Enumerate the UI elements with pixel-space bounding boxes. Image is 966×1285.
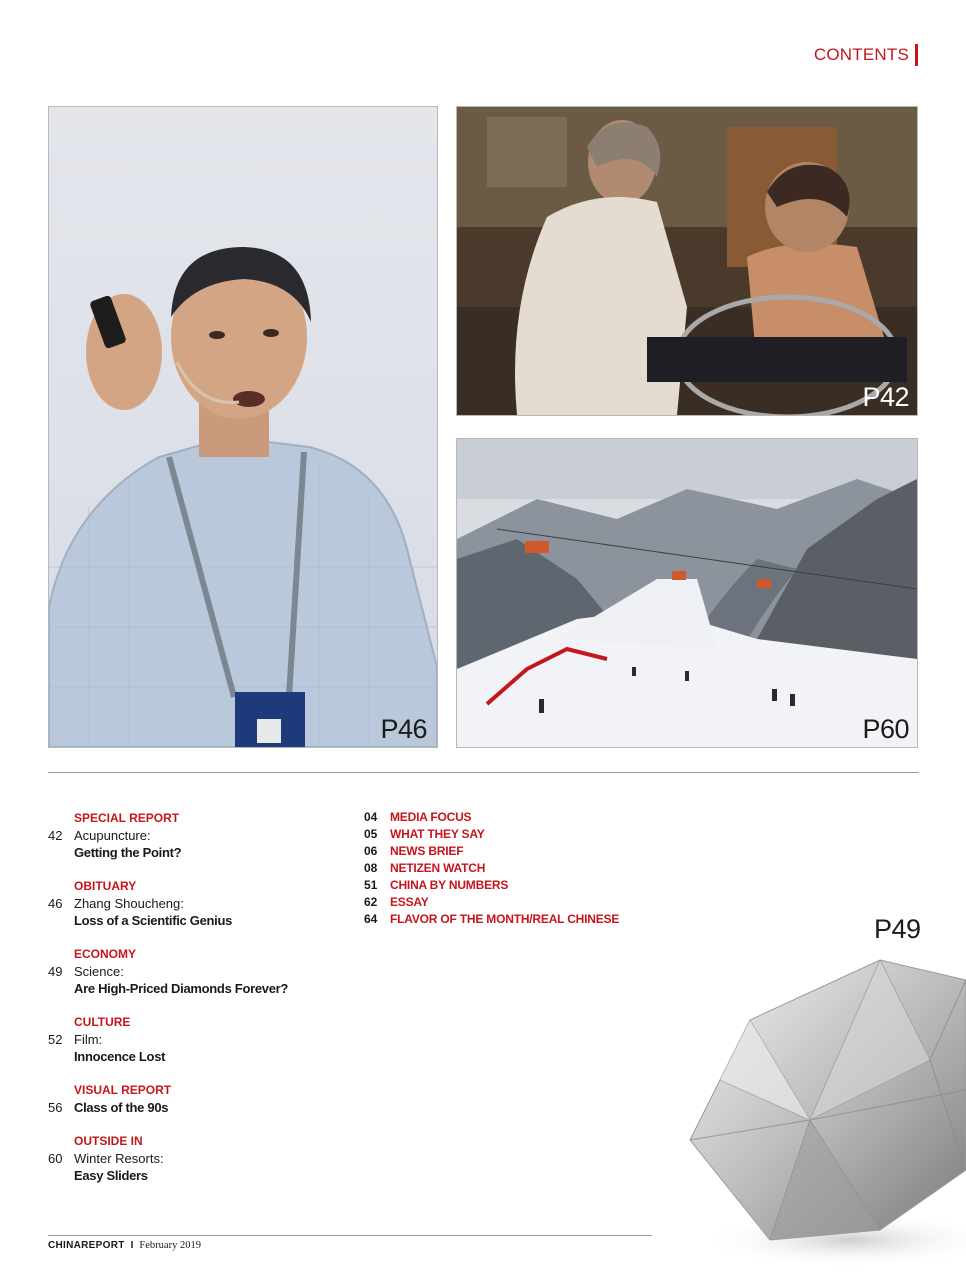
section-page: 49	[48, 964, 63, 979]
photo-speaker[interactable]	[48, 106, 438, 748]
section-category: CULTURE	[74, 1015, 131, 1029]
section-outside-in[interactable]	[48, 1133, 348, 1184]
dept-item[interactable]	[364, 843, 644, 860]
section-category: SPECIAL REPORT	[74, 811, 180, 825]
section-category: VISUAL REPORT	[74, 1083, 172, 1097]
section-visual-report[interactable]	[48, 1082, 348, 1116]
section-title[interactable]: Getting the Point?	[74, 845, 182, 860]
contents-label: CONTENTS	[813, 45, 909, 64]
section-subtitle: Science:	[74, 964, 124, 979]
diamond-image[interactable]	[650, 940, 966, 1280]
dept-page: 08	[364, 861, 378, 875]
dept-page: 51	[364, 878, 378, 892]
dept-label: NEWS BRIEF	[390, 844, 464, 858]
dept-page: 06	[364, 844, 378, 858]
section-title[interactable]: Loss of a Scientific Genius	[74, 913, 233, 928]
section-page: 60	[48, 1151, 63, 1166]
section-subtitle: Acupuncture:	[74, 828, 151, 843]
section-subtitle: Winter Resorts:	[74, 1151, 164, 1166]
photo-caregiver[interactable]	[456, 106, 918, 416]
section-economy[interactable]	[48, 946, 348, 997]
photo-label-p42: P42	[862, 382, 909, 412]
departments-list	[364, 809, 644, 928]
dept-item[interactable]	[364, 809, 644, 826]
photo-label-p49: P49	[874, 914, 921, 944]
photo-label-p46: P46	[380, 714, 427, 744]
footer-divider	[48, 1235, 652, 1236]
dept-label: MEDIA FOCUS	[390, 810, 472, 824]
diamond-icon	[650, 940, 966, 1280]
section-category: OBITUARY	[74, 879, 137, 893]
photo-ski-resort[interactable]	[456, 438, 918, 748]
divider-top	[48, 772, 919, 773]
section-obituary[interactable]	[48, 878, 348, 929]
section-page: 46	[48, 896, 63, 911]
dept-label: CHINA BY NUMBERS	[390, 878, 509, 892]
dept-item[interactable]	[364, 860, 644, 877]
section-category: OUTSIDE IN	[74, 1134, 143, 1148]
dept-item[interactable]	[364, 877, 644, 894]
section-culture[interactable]	[48, 1014, 348, 1065]
dept-page: 62	[364, 895, 378, 909]
footer-date: February 2019	[139, 1240, 201, 1251]
section-title[interactable]: Class of the 90s	[74, 1100, 169, 1115]
section-title[interactable]: Innocence Lost	[74, 1049, 166, 1064]
section-subtitle: Zhang Shoucheng:	[74, 896, 184, 911]
section-title[interactable]: Easy Sliders	[74, 1168, 148, 1183]
footer	[48, 1240, 201, 1251]
section-page: 52	[48, 1032, 63, 1047]
footer-brand: CHINAREPORT	[48, 1240, 125, 1251]
dept-label: FLAVOR OF THE MONTH/REAL CHINESE	[390, 912, 620, 926]
speaker-image	[49, 107, 437, 747]
photo-label-p60: P60	[862, 714, 909, 744]
section-page: 42	[48, 828, 63, 843]
footer-separator: I	[130, 1240, 134, 1251]
section-subtitle: Film:	[74, 1032, 103, 1047]
caregiver-image	[457, 107, 917, 415]
ski-resort-image	[457, 439, 917, 747]
dept-page: 05	[364, 827, 378, 841]
dept-page: 64	[364, 912, 378, 926]
dept-page: 04	[364, 810, 378, 824]
section-category: ECONOMY	[74, 947, 137, 961]
dept-item[interactable]	[364, 826, 644, 843]
section-page: 56	[48, 1100, 63, 1115]
section-special-report[interactable]	[48, 810, 348, 861]
dept-label: ESSAY	[390, 895, 429, 909]
dept-item[interactable]	[364, 894, 644, 911]
dept-item[interactable]	[364, 911, 644, 928]
dept-label: NETIZEN WATCH	[390, 861, 486, 875]
section-title[interactable]: Are High-Priced Diamonds Forever?	[74, 981, 289, 996]
dept-label: WHAT THEY SAY	[390, 827, 485, 841]
contents-tag	[814, 44, 918, 66]
